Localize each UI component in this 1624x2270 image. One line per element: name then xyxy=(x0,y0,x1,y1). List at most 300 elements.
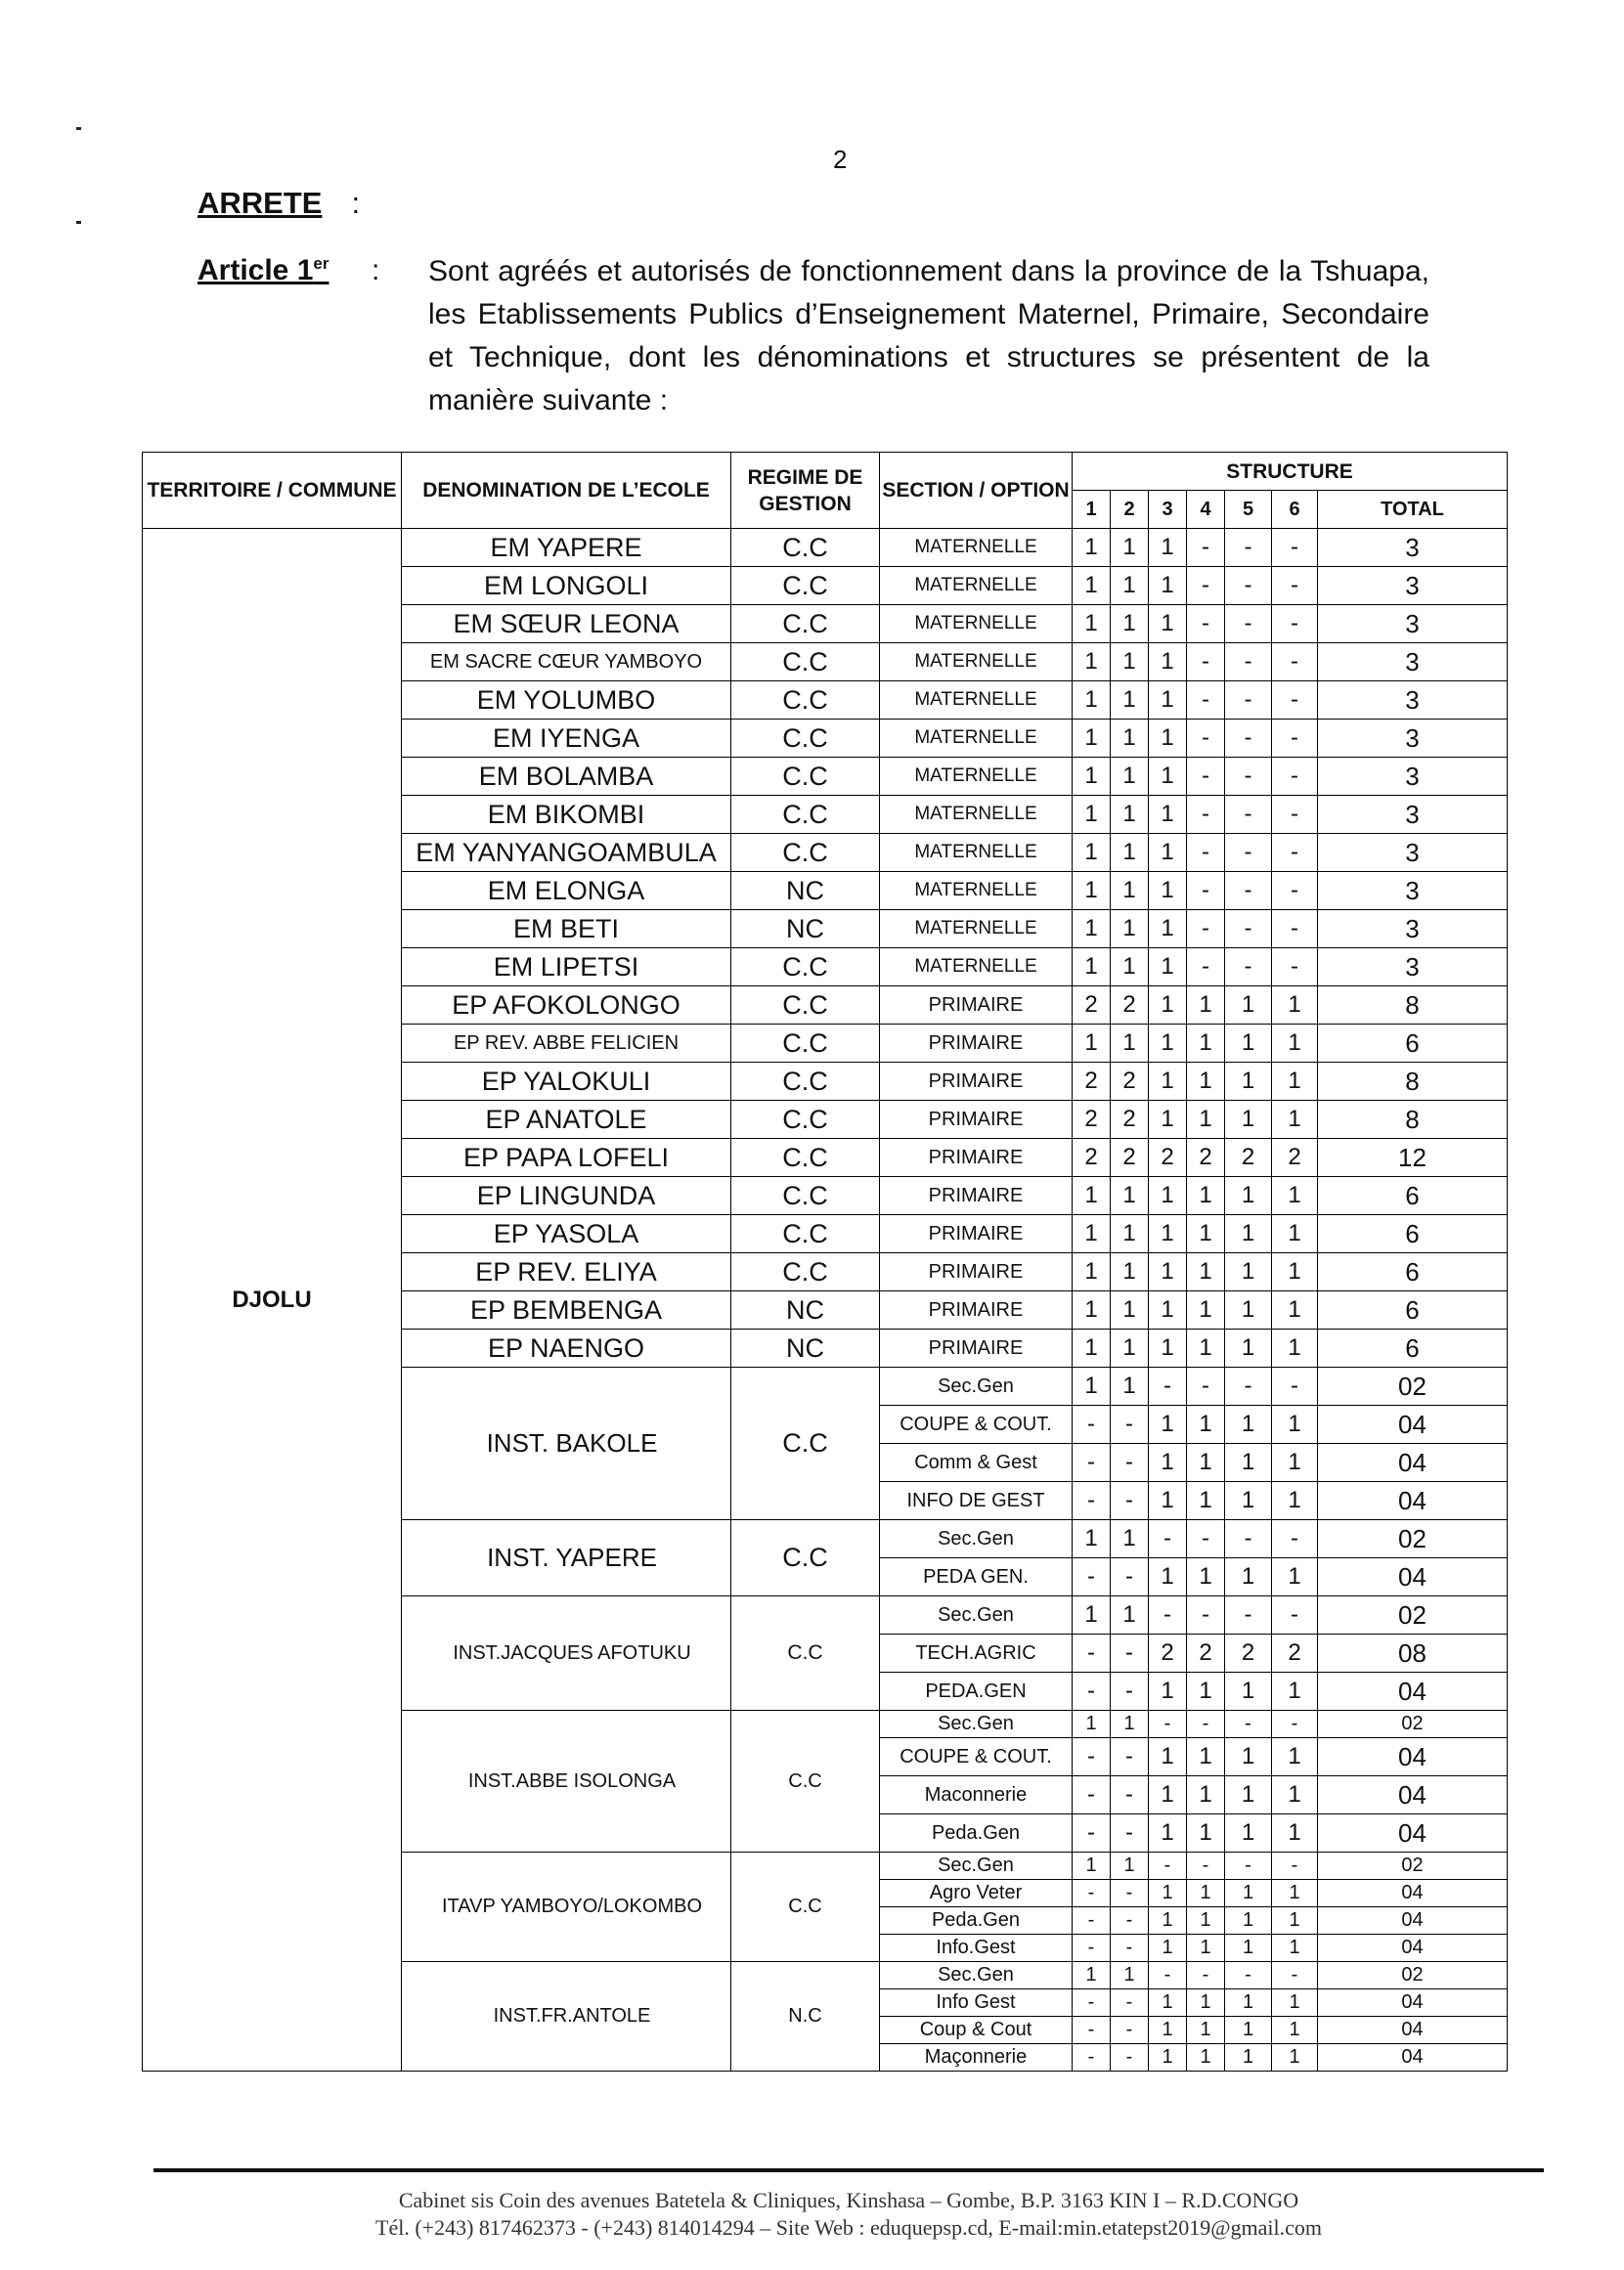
structure-cell-1: 1 xyxy=(1073,834,1111,872)
structure-cell-1: - xyxy=(1073,1935,1111,1962)
structure-cell-1: 1 xyxy=(1073,1025,1111,1063)
structure-cell-5: 1 xyxy=(1225,1253,1272,1291)
school-name-cell: EP PAPA LOFELI xyxy=(402,1139,731,1177)
structure-cell-6: 1 xyxy=(1272,2017,1318,2044)
school-name-cell: EM BIKOMBI xyxy=(402,796,731,834)
structure-cell-4: - xyxy=(1187,834,1225,872)
footer-contact: Tél. (+243) 817462373 - (+243) 814014294 – Site Web : eduquepsp.cd, E-mail:min.etatepst2019@gmail.com xyxy=(375,2215,1322,2240)
structure-cell-6: 1 xyxy=(1272,1406,1318,1444)
structure-cell-3: 1 xyxy=(1149,796,1187,834)
structure-cell-1: 1 xyxy=(1073,796,1111,834)
structure-cell-4: - xyxy=(1187,720,1225,758)
structure-cell-4: 1 xyxy=(1187,1482,1225,1520)
structure-cell-3: 1 xyxy=(1149,1253,1187,1291)
structure-cell-4: - xyxy=(1187,643,1225,681)
section-cell: MATERNELLE xyxy=(880,758,1073,796)
structure-cell-2: 1 xyxy=(1111,1853,1149,1880)
school-name-cell: INST. YAPERE xyxy=(402,1520,731,1596)
structure-cell-5: 1 xyxy=(1225,1558,1272,1596)
section-cell: Agro Veter xyxy=(880,1880,1073,1907)
total-cell: 3 xyxy=(1318,758,1508,796)
structure-cell-5: 1 xyxy=(1225,1177,1272,1215)
total-cell: 04 xyxy=(1318,1558,1508,1596)
structure-cell-4: 2 xyxy=(1187,1635,1225,1673)
total-cell: 6 xyxy=(1318,1177,1508,1215)
header-section: SECTION / OPTION xyxy=(880,453,1073,529)
regime-cell: C.C xyxy=(731,529,880,567)
structure-cell-2: 1 xyxy=(1111,1520,1149,1558)
section-cell: INFO DE GEST xyxy=(880,1482,1073,1520)
structure-cell-6: 1 xyxy=(1272,1482,1318,1520)
total-cell: 3 xyxy=(1318,948,1508,986)
total-cell: 04 xyxy=(1318,1776,1508,1814)
total-cell: 3 xyxy=(1318,796,1508,834)
section-cell: Peda.Gen xyxy=(880,1907,1073,1935)
structure-cell-1: 1 xyxy=(1073,910,1111,948)
total-cell: 3 xyxy=(1318,910,1508,948)
section-cell: PRIMAIRE xyxy=(880,1101,1073,1139)
structure-cell-2: 1 xyxy=(1111,529,1149,567)
structure-cell-1: 1 xyxy=(1073,1368,1111,1406)
structure-cell-3: - xyxy=(1149,1711,1187,1738)
structure-cell-3: 1 xyxy=(1149,567,1187,605)
structure-cell-4: 1 xyxy=(1187,1673,1225,1711)
total-cell: 8 xyxy=(1318,1063,1508,1101)
structure-cell-4: 1 xyxy=(1187,1738,1225,1776)
structure-cell-2: 1 xyxy=(1111,796,1149,834)
structure-cell-3: 1 xyxy=(1149,872,1187,910)
structure-cell-6: 1 xyxy=(1272,1935,1318,1962)
structure-cell-6: 2 xyxy=(1272,1635,1318,1673)
school-name-cell: EP YALOKULI xyxy=(402,1063,731,1101)
section-cell: Coup & Cout xyxy=(880,2017,1073,2044)
school-name-cell: EP ANATOLE xyxy=(402,1101,731,1139)
structure-cell-1: 1 xyxy=(1073,1962,1111,1989)
structure-cell-6: 1 xyxy=(1272,1989,1318,2017)
structure-cell-6: 1 xyxy=(1272,1025,1318,1063)
article-label-text: Article 1 xyxy=(198,254,314,286)
structure-cell-6: 2 xyxy=(1272,1139,1318,1177)
school-name-cell: EP REV. ELIYA xyxy=(402,1253,731,1291)
structure-cell-2: 1 xyxy=(1111,1253,1149,1291)
total-cell: 02 xyxy=(1318,1368,1508,1406)
structure-cell-1: 2 xyxy=(1073,986,1111,1025)
structure-cell-6: 1 xyxy=(1272,1177,1318,1215)
structure-cell-4: 1 xyxy=(1187,1776,1225,1814)
structure-cell-4: - xyxy=(1187,1853,1225,1880)
schools-table xyxy=(142,452,1508,2072)
structure-cell-2: 1 xyxy=(1111,681,1149,720)
structure-cell-2: 1 xyxy=(1111,1596,1149,1635)
structure-cell-4: - xyxy=(1187,948,1225,986)
regime-cell: C.C xyxy=(731,720,880,758)
structure-cell-5: - xyxy=(1225,1368,1272,1406)
regime-cell: C.C xyxy=(731,1368,880,1520)
structure-cell-1: 1 xyxy=(1073,529,1111,567)
structure-cell-5: 1 xyxy=(1225,1444,1272,1482)
structure-cell-5: - xyxy=(1225,1962,1272,1989)
school-name-cell: EM SACRE CŒUR YAMBOYO xyxy=(402,643,731,681)
total-cell: 04 xyxy=(1318,1738,1508,1776)
structure-cell-5: - xyxy=(1225,1596,1272,1635)
structure-cell-2: 1 xyxy=(1111,567,1149,605)
structure-cell-1: 2 xyxy=(1073,1101,1111,1139)
structure-cell-6: 1 xyxy=(1272,1673,1318,1711)
section-cell: Sec.Gen xyxy=(880,1368,1073,1406)
arrete-colon: : xyxy=(351,186,361,220)
structure-cell-4: - xyxy=(1187,758,1225,796)
structure-cell-5: - xyxy=(1225,834,1272,872)
structure-cell-4: - xyxy=(1187,529,1225,567)
header-total: TOTAL xyxy=(1318,491,1508,529)
structure-cell-3: 1 xyxy=(1149,1989,1187,2017)
structure-cell-4: - xyxy=(1187,910,1225,948)
table-body xyxy=(143,529,1508,2072)
structure-cell-5: 1 xyxy=(1225,1406,1272,1444)
structure-cell-1: - xyxy=(1073,1738,1111,1776)
structure-cell-3: 2 xyxy=(1149,1139,1187,1177)
structure-cell-5: - xyxy=(1225,910,1272,948)
structure-cell-6: - xyxy=(1272,872,1318,910)
section-cell: PRIMAIRE xyxy=(880,1139,1073,1177)
regime-cell: C.C xyxy=(731,1025,880,1063)
section-cell: MATERNELLE xyxy=(880,605,1073,643)
structure-cell-2: 2 xyxy=(1111,986,1149,1025)
structure-cell-4: 1 xyxy=(1187,1558,1225,1596)
structure-cell-1: - xyxy=(1073,1776,1111,1814)
section-cell: Sec.Gen xyxy=(880,1520,1073,1558)
regime-cell: C.C xyxy=(731,948,880,986)
structure-cell-1: - xyxy=(1073,1989,1111,2017)
school-name-cell: EM IYENGA xyxy=(402,720,731,758)
school-name-cell: EM YAPERE xyxy=(402,529,731,567)
structure-cell-3: - xyxy=(1149,1962,1187,1989)
structure-cell-4: 1 xyxy=(1187,1814,1225,1853)
structure-cell-1: - xyxy=(1073,1444,1111,1482)
structure-cell-5: - xyxy=(1225,681,1272,720)
total-cell: 8 xyxy=(1318,986,1508,1025)
structure-cell-2: 2 xyxy=(1111,1101,1149,1139)
structure-cell-2: 1 xyxy=(1111,948,1149,986)
structure-cell-1: 1 xyxy=(1073,1853,1111,1880)
regime-cell: C.C xyxy=(731,1215,880,1253)
structure-cell-3: 1 xyxy=(1149,1673,1187,1711)
section-cell: MATERNELLE xyxy=(880,910,1073,948)
section-cell: MATERNELLE xyxy=(880,796,1073,834)
header-col-1: 1 xyxy=(1073,491,1111,529)
structure-cell-6: 1 xyxy=(1272,1907,1318,1935)
section-cell: PEDA.GEN xyxy=(880,1673,1073,1711)
structure-cell-6: 1 xyxy=(1272,1101,1318,1139)
structure-cell-5: 1 xyxy=(1225,1989,1272,2017)
structure-cell-5: - xyxy=(1225,605,1272,643)
section-cell: MATERNELLE xyxy=(880,948,1073,986)
structure-cell-4: 1 xyxy=(1187,1253,1225,1291)
structure-cell-5: - xyxy=(1225,948,1272,986)
structure-cell-5: - xyxy=(1225,720,1272,758)
total-cell: 6 xyxy=(1318,1215,1508,1253)
regime-cell: C.C xyxy=(731,1253,880,1291)
structure-cell-3: 1 xyxy=(1149,986,1187,1025)
structure-cell-6: - xyxy=(1272,1853,1318,1880)
structure-cell-6: 1 xyxy=(1272,1558,1318,1596)
structure-cell-2: 2 xyxy=(1111,1139,1149,1177)
structure-cell-6: - xyxy=(1272,1368,1318,1406)
regime-cell: C.C xyxy=(731,1520,880,1596)
regime-cell: C.C xyxy=(731,758,880,796)
scan-mark xyxy=(76,221,81,224)
school-name-cell: EM LONGOLI xyxy=(402,567,731,605)
structure-cell-1: 1 xyxy=(1073,643,1111,681)
regime-cell: C.C xyxy=(731,1711,880,1853)
structure-cell-4: - xyxy=(1187,1368,1225,1406)
structure-cell-6: 1 xyxy=(1272,1814,1318,1853)
section-cell: Sec.Gen xyxy=(880,1853,1073,1880)
structure-cell-3: 1 xyxy=(1149,605,1187,643)
structure-cell-3: 1 xyxy=(1149,1177,1187,1215)
structure-cell-5: 1 xyxy=(1225,1063,1272,1101)
header-regime: REGIME DE GESTION xyxy=(731,453,880,529)
structure-cell-5: 1 xyxy=(1225,1880,1272,1907)
structure-cell-2: 1 xyxy=(1111,1291,1149,1330)
regime-cell: C.C xyxy=(731,1101,880,1139)
structure-cell-6: - xyxy=(1272,834,1318,872)
total-cell: 02 xyxy=(1318,1962,1508,1989)
total-cell: 3 xyxy=(1318,605,1508,643)
structure-cell-6: - xyxy=(1272,1520,1318,1558)
structure-cell-6: - xyxy=(1272,567,1318,605)
school-name-cell: EM ELONGA xyxy=(402,872,731,910)
structure-cell-1: 1 xyxy=(1073,872,1111,910)
structure-cell-2: - xyxy=(1111,1738,1149,1776)
section-cell: Info Gest xyxy=(880,1989,1073,2017)
regime-cell: NC xyxy=(731,1291,880,1330)
section-cell: PRIMAIRE xyxy=(880,1063,1073,1101)
school-name-cell: EM LIPETSI xyxy=(402,948,731,986)
structure-cell-4: 1 xyxy=(1187,2017,1225,2044)
structure-cell-1: 2 xyxy=(1073,1139,1111,1177)
structure-cell-1: 1 xyxy=(1073,948,1111,986)
section-cell: PRIMAIRE xyxy=(880,1215,1073,1253)
structure-cell-3: 1 xyxy=(1149,1330,1187,1368)
structure-cell-1: 1 xyxy=(1073,758,1111,796)
structure-cell-1: 1 xyxy=(1073,1253,1111,1291)
structure-cell-3: 1 xyxy=(1149,643,1187,681)
total-cell: 3 xyxy=(1318,834,1508,872)
structure-cell-4: 1 xyxy=(1187,1101,1225,1139)
structure-cell-5: - xyxy=(1225,872,1272,910)
structure-cell-2: - xyxy=(1111,1907,1149,1935)
structure-cell-2: 1 xyxy=(1111,1330,1149,1368)
structure-cell-6: 1 xyxy=(1272,1330,1318,1368)
regime-cell: C.C xyxy=(731,1853,880,1962)
total-cell: 02 xyxy=(1318,1596,1508,1635)
structure-cell-3: 1 xyxy=(1149,834,1187,872)
structure-cell-4: - xyxy=(1187,1520,1225,1558)
header-col-5: 5 xyxy=(1225,491,1272,529)
structure-cell-1: 1 xyxy=(1073,1520,1111,1558)
structure-cell-2: 1 xyxy=(1111,1711,1149,1738)
structure-cell-5: 1 xyxy=(1225,1935,1272,1962)
structure-cell-3: 1 xyxy=(1149,910,1187,948)
structure-cell-4: 1 xyxy=(1187,2044,1225,2072)
structure-cell-3: 1 xyxy=(1149,758,1187,796)
section-cell: Maçonnerie xyxy=(880,2044,1073,2072)
structure-cell-3: 1 xyxy=(1149,720,1187,758)
scan-mark xyxy=(76,127,81,130)
total-cell: 6 xyxy=(1318,1253,1508,1291)
header-col-3: 3 xyxy=(1149,491,1187,529)
structure-cell-6: 1 xyxy=(1272,1776,1318,1814)
structure-cell-5: 1 xyxy=(1225,1101,1272,1139)
structure-cell-4: 1 xyxy=(1187,1177,1225,1215)
section-cell: MATERNELLE xyxy=(880,834,1073,872)
structure-cell-4: - xyxy=(1187,1596,1225,1635)
total-cell: 04 xyxy=(1318,1482,1508,1520)
regime-cell: C.C xyxy=(731,986,880,1025)
structure-cell-2: - xyxy=(1111,1673,1149,1711)
regime-cell: C.C xyxy=(731,834,880,872)
structure-cell-2: - xyxy=(1111,1814,1149,1853)
structure-cell-1: 1 xyxy=(1073,1711,1111,1738)
structure-cell-3: 1 xyxy=(1149,2017,1187,2044)
structure-cell-6: 1 xyxy=(1272,1880,1318,1907)
structure-cell-2: - xyxy=(1111,1989,1149,2017)
structure-cell-3: 1 xyxy=(1149,1444,1187,1482)
structure-cell-3: 1 xyxy=(1149,1738,1187,1776)
structure-cell-5: 1 xyxy=(1225,1025,1272,1063)
article-colon: : xyxy=(372,254,380,286)
structure-cell-1: 1 xyxy=(1073,1596,1111,1635)
article-text: Sont agréés et autorisés de fonctionnement dans la province de la Tshuapa, les Etablissements Publics d’Enseignement Maternel, Primaire, Secondaire et Technique, dont les dénominations et structures se présentent de la manière suivante : xyxy=(428,255,1429,416)
structure-cell-5: 1 xyxy=(1225,1482,1272,1520)
article-1 xyxy=(198,250,1429,422)
structure-cell-3: 2 xyxy=(1149,1635,1187,1673)
footer-address: Cabinet sis Coin des avenues Batetela & Cliniques, Kinshasa – Gombe, B.P. 3163 KIN I – R.D.CONGO xyxy=(398,2188,1299,2212)
total-cell: 04 xyxy=(1318,1989,1508,2017)
structure-cell-2: 1 xyxy=(1111,1025,1149,1063)
structure-cell-3: 1 xyxy=(1149,948,1187,986)
structure-cell-4: - xyxy=(1187,796,1225,834)
structure-cell-1: - xyxy=(1073,1814,1111,1853)
total-cell: 04 xyxy=(1318,2044,1508,2072)
section-cell: Sec.Gen xyxy=(880,1596,1073,1635)
structure-cell-5: 1 xyxy=(1225,2017,1272,2044)
structure-cell-2: - xyxy=(1111,2017,1149,2044)
structure-cell-2: - xyxy=(1111,1776,1149,1814)
section-cell: PRIMAIRE xyxy=(880,1025,1073,1063)
structure-cell-6: 1 xyxy=(1272,1738,1318,1776)
structure-cell-5: 2 xyxy=(1225,1635,1272,1673)
structure-cell-2: 1 xyxy=(1111,1368,1149,1406)
total-cell: 3 xyxy=(1318,681,1508,720)
total-cell: 02 xyxy=(1318,1711,1508,1738)
arrete-heading xyxy=(198,186,360,221)
structure-cell-4: 1 xyxy=(1187,1291,1225,1330)
regime-cell: C.C xyxy=(731,681,880,720)
structure-cell-6: - xyxy=(1272,948,1318,986)
structure-cell-4: - xyxy=(1187,567,1225,605)
regime-cell: C.C xyxy=(731,605,880,643)
school-name-cell: EM BOLAMBA xyxy=(402,758,731,796)
structure-cell-6: - xyxy=(1272,1711,1318,1738)
structure-cell-2: - xyxy=(1111,1444,1149,1482)
school-name-cell: INST. BAKOLE xyxy=(402,1368,731,1520)
structure-cell-1: 1 xyxy=(1073,605,1111,643)
total-cell: 04 xyxy=(1318,1444,1508,1482)
structure-cell-4: 1 xyxy=(1187,1063,1225,1101)
structure-cell-1: - xyxy=(1073,1673,1111,1711)
total-cell: 04 xyxy=(1318,1935,1508,1962)
structure-cell-1: - xyxy=(1073,1880,1111,1907)
school-name-cell: INST.ABBE ISOLONGA xyxy=(402,1711,731,1853)
structure-cell-1: 1 xyxy=(1073,1215,1111,1253)
structure-cell-5: - xyxy=(1225,643,1272,681)
structure-cell-4: - xyxy=(1187,1962,1225,1989)
school-name-cell: INST.JACQUES AFOTUKU xyxy=(402,1596,731,1711)
structure-cell-1: 1 xyxy=(1073,1330,1111,1368)
structure-cell-6: 1 xyxy=(1272,1215,1318,1253)
structure-cell-1: 1 xyxy=(1073,567,1111,605)
total-cell: 3 xyxy=(1318,567,1508,605)
header-col-4: 4 xyxy=(1187,491,1225,529)
structure-cell-4: - xyxy=(1187,1711,1225,1738)
structure-cell-4: 1 xyxy=(1187,1330,1225,1368)
structure-cell-3: 1 xyxy=(1149,1907,1187,1935)
regime-cell: NC xyxy=(731,1330,880,1368)
section-cell: MATERNELLE xyxy=(880,529,1073,567)
total-cell: 6 xyxy=(1318,1330,1508,1368)
structure-cell-5: - xyxy=(1225,1853,1272,1880)
structure-cell-3: 1 xyxy=(1149,1215,1187,1253)
structure-cell-2: - xyxy=(1111,1482,1149,1520)
structure-cell-3: 1 xyxy=(1149,1101,1187,1139)
section-cell: MATERNELLE xyxy=(880,567,1073,605)
section-cell: PRIMAIRE xyxy=(880,1253,1073,1291)
structure-cell-6: - xyxy=(1272,643,1318,681)
structure-cell-6: 1 xyxy=(1272,1253,1318,1291)
structure-cell-3: 1 xyxy=(1149,1935,1187,1962)
structure-cell-2: - xyxy=(1111,1635,1149,1673)
regime-cell: C.C xyxy=(731,1596,880,1711)
structure-cell-2: 1 xyxy=(1111,834,1149,872)
header-territoire: TERRITOIRE / COMMUNE xyxy=(143,453,402,529)
total-cell: 04 xyxy=(1318,1814,1508,1853)
structure-cell-3: - xyxy=(1149,1596,1187,1635)
structure-cell-6: - xyxy=(1272,910,1318,948)
structure-cell-3: 1 xyxy=(1149,1558,1187,1596)
structure-cell-6: 1 xyxy=(1272,1291,1318,1330)
structure-cell-6: - xyxy=(1272,529,1318,567)
structure-cell-2: 1 xyxy=(1111,1215,1149,1253)
arrete-label: ARRETE xyxy=(198,186,323,220)
structure-cell-6: - xyxy=(1272,1962,1318,1989)
section-cell: TECH.AGRIC xyxy=(880,1635,1073,1673)
page-number: 2 xyxy=(833,145,848,174)
structure-cell-3: 1 xyxy=(1149,1291,1187,1330)
total-cell: 04 xyxy=(1318,1907,1508,1935)
structure-cell-1: 1 xyxy=(1073,1291,1111,1330)
school-name-cell: EM BETI xyxy=(402,910,731,948)
footer-divider xyxy=(154,2168,1544,2172)
regime-cell: C.C xyxy=(731,796,880,834)
total-cell: 8 xyxy=(1318,1101,1508,1139)
structure-cell-5: - xyxy=(1225,758,1272,796)
structure-cell-1: 1 xyxy=(1073,1177,1111,1215)
section-cell: PRIMAIRE xyxy=(880,986,1073,1025)
section-cell: Maconnerie xyxy=(880,1776,1073,1814)
structure-cell-1: 1 xyxy=(1073,720,1111,758)
